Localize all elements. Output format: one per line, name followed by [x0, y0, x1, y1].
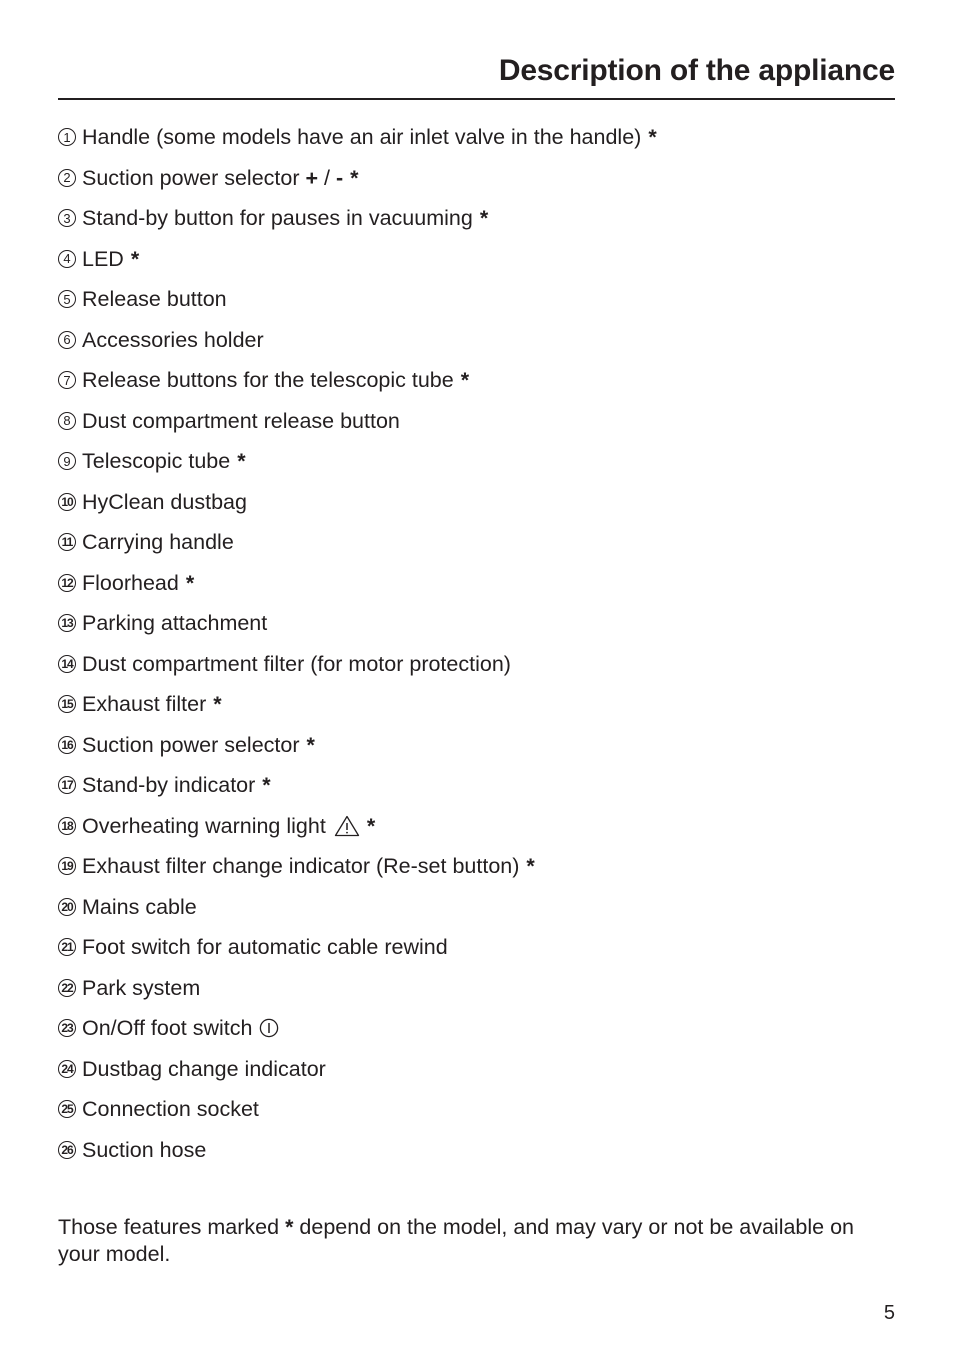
model-dependent-marker: * [213, 692, 222, 717]
item-text: Mains cable [82, 894, 197, 919]
plus-symbol: + [305, 165, 319, 190]
item-number: 3 [58, 209, 76, 227]
item-text: Connection socket [82, 1097, 259, 1122]
list-item [58, 846, 657, 887]
list-item [58, 1008, 657, 1049]
footnote-text-end: depend on the model, and may vary or not be available on your model. [58, 1215, 860, 1266]
title-divider [58, 98, 895, 100]
model-dependent-marker: * [185, 570, 195, 595]
list-item [58, 1049, 657, 1090]
item-text: Overheating warning light [82, 813, 326, 838]
item-text: On/Off foot switch [82, 1016, 253, 1041]
item-number: 12 [58, 574, 76, 592]
item-text: Foot switch for automatic cable rewind [82, 935, 448, 960]
model-dependent-marker: * [306, 732, 315, 757]
item-text: HyClean dustbag [82, 489, 247, 514]
list-item [58, 198, 657, 239]
item-text: LED [82, 246, 124, 271]
item-text: Suction power selector [82, 165, 306, 190]
item-text: Park system [82, 975, 201, 1000]
list-item [58, 684, 657, 725]
list-item [58, 239, 657, 280]
list-item [58, 482, 657, 523]
minus-symbol: - [335, 165, 344, 190]
list-item [58, 279, 657, 320]
item-number: 2 [58, 169, 76, 187]
item-text: Dustbag change indicator [82, 1056, 326, 1081]
list-item [58, 887, 657, 928]
model-dependent-marker: * [366, 813, 376, 838]
item-number: 11 [58, 533, 76, 551]
page-title: Description of the appliance [498, 54, 895, 87]
list-item [58, 927, 657, 968]
item-number: 10 [58, 493, 76, 511]
model-dependent-marker: * [460, 368, 470, 393]
list-item [58, 158, 657, 199]
item-text: Handle (some models have an air inlet valve in the handle) [82, 125, 642, 150]
power-icon [259, 1018, 279, 1038]
item-number: 23 [58, 1019, 76, 1037]
item-number: 8 [58, 412, 76, 430]
item-text: Release button [82, 287, 227, 312]
item-number: 18 [58, 817, 76, 835]
list-item [58, 806, 657, 847]
item-text: Accessories holder [82, 327, 264, 352]
item-number: 20 [58, 898, 76, 916]
list-item [58, 968, 657, 1009]
item-text: Dust compartment release button [82, 408, 400, 433]
footnote [58, 1214, 898, 1268]
item-number: 9 [58, 452, 76, 470]
model-dependent-marker: * [648, 125, 657, 150]
list-item [58, 563, 657, 604]
item-number: 15 [58, 695, 76, 713]
item-text: Carrying handle [82, 530, 234, 555]
item-number: 1 [58, 128, 76, 146]
item-text: Exhaust filter [82, 692, 207, 717]
item-text: Stand-by button for pauses in vacuuming [82, 206, 473, 231]
list-item [58, 360, 657, 401]
list-item [58, 441, 657, 482]
model-dependent-marker: * [130, 246, 140, 271]
list-item [58, 725, 657, 766]
model-dependent-marker: * [479, 206, 489, 231]
warning-triangle-icon [334, 815, 360, 837]
item-number: 5 [58, 290, 76, 308]
item-number: 21 [58, 938, 76, 956]
item-number: 6 [58, 331, 76, 349]
model-dependent-marker: * [285, 1215, 294, 1239]
item-number: 16 [58, 736, 76, 754]
item-text: Parking attachment [82, 611, 268, 636]
item-text: Exhaust filter change indicator (Re-set button) [82, 854, 520, 879]
list-item [58, 644, 657, 685]
item-number: 17 [58, 776, 76, 794]
item-number: 7 [58, 371, 76, 389]
list-item [58, 117, 657, 158]
item-number: 19 [58, 857, 76, 875]
item-number: 14 [58, 655, 76, 673]
list-item [58, 1130, 657, 1171]
list-item [58, 401, 657, 442]
item-text: Floorhead [82, 570, 179, 595]
item-text: Stand-by indicator [82, 773, 256, 798]
model-dependent-marker: * [237, 449, 246, 474]
item-text: Suction power selector [82, 732, 300, 757]
item-text: Dust compartment filter (for motor protection) [82, 651, 511, 676]
item-number: 26 [58, 1141, 76, 1159]
list-item [58, 320, 657, 361]
item-text: Suction hose [82, 1137, 207, 1162]
model-dependent-marker: * [262, 773, 271, 798]
list-item [58, 765, 657, 806]
model-dependent-marker: * [526, 854, 535, 879]
item-number: 25 [58, 1100, 76, 1118]
item-number: 13 [58, 614, 76, 632]
page-number: 5 [883, 1302, 895, 1324]
separator: / [318, 165, 336, 190]
component-list [58, 117, 657, 1170]
item-number: 4 [58, 250, 76, 268]
list-item [58, 1089, 657, 1130]
item-text: Telescopic tube [82, 449, 231, 474]
item-number: 24 [58, 1060, 76, 1078]
item-text: Release buttons for the telescopic tube [82, 368, 454, 393]
footnote-text-start: Those features marked [58, 1215, 286, 1239]
list-item [58, 603, 657, 644]
model-dependent-marker: * [350, 165, 359, 190]
list-item [58, 522, 657, 563]
item-number: 22 [58, 979, 76, 997]
